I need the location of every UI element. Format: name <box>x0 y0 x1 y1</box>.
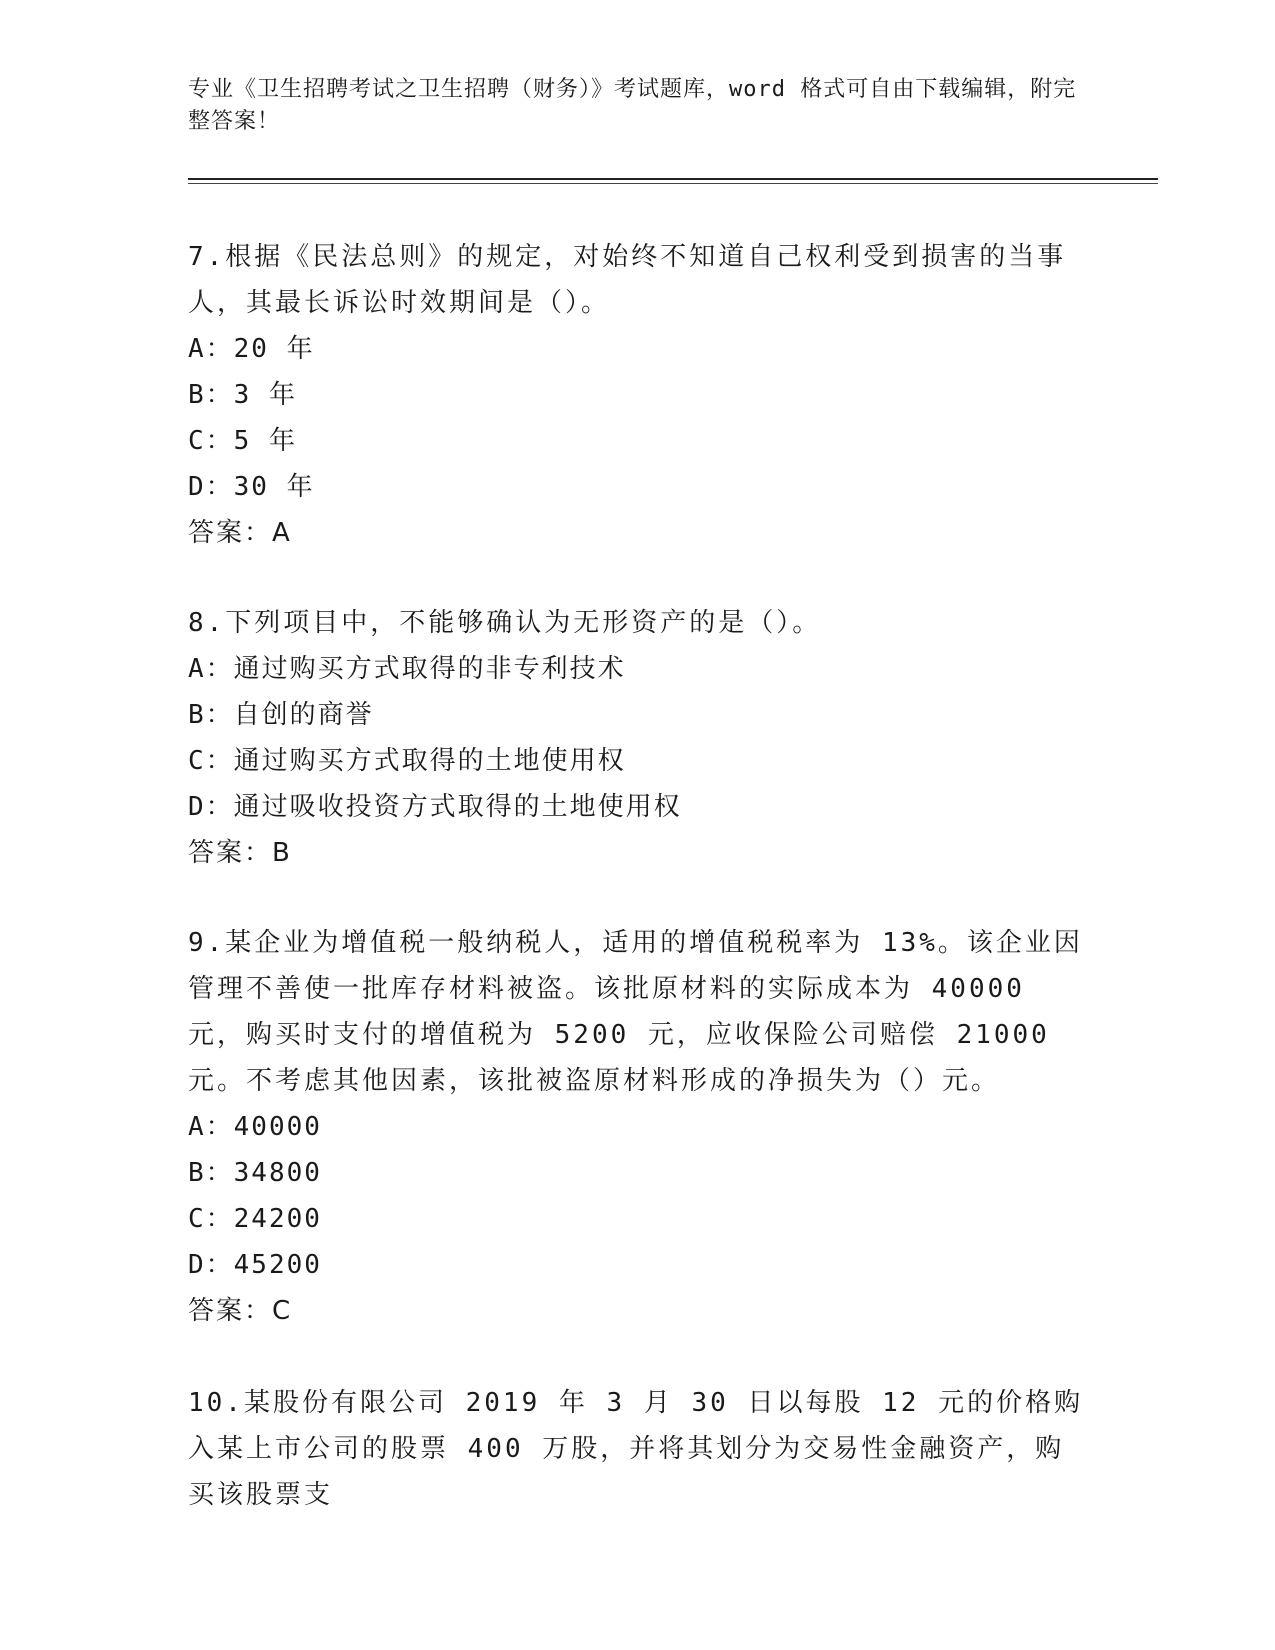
answer-line: 答案：A <box>188 518 292 548</box>
option-d: D：通过吸收投资方式取得的土地使用权 <box>188 792 682 822</box>
question-stem: 10.某股份有限公司 2019 年 3 月 30 日以每股 12 元的价格购入某上市公司的股票 400 万股，并将其划分为交易性金融资产，购买该股票支 <box>188 1388 1084 1510</box>
header-divider-thin <box>188 183 1158 184</box>
option-b: B：3 年 <box>188 380 297 410</box>
question-stem: 7.根据《民法总则》的规定，对始终不知道自己权利受到损害的当事人，其最长诉讼时效期间是（）。 <box>188 242 1067 318</box>
header-intro: 专业《卫生招聘考试之卫生招聘（财务）》考试题库，word 格式可自由下载编辑，附完整答案！ <box>188 77 1077 134</box>
answer-line: 答案：B <box>188 838 292 868</box>
option-d: D：30 年 <box>188 472 315 502</box>
answer-line: 答案：C <box>188 1296 293 1326</box>
header-divider-thick <box>188 178 1158 180</box>
question-stem: 8.下列项目中，不能够确认为无形资产的是（）。 <box>188 608 822 638</box>
option-c: C：5 年 <box>188 426 297 456</box>
option-c: C：通过购买方式取得的土地使用权 <box>188 746 626 776</box>
option-a: A：40000 <box>188 1112 322 1142</box>
option-a: A：20 年 <box>188 334 315 364</box>
option-b: B：自创的商誉 <box>188 700 374 730</box>
option-b: B：34800 <box>188 1158 322 1188</box>
option-c: C：24200 <box>188 1204 322 1234</box>
question-10 <box>188 1380 1088 1518</box>
question-9 <box>188 920 1088 1334</box>
question-7 <box>188 234 1088 556</box>
question-8 <box>188 600 1088 876</box>
option-a: A：通过购买方式取得的非专利技术 <box>188 654 626 684</box>
question-stem: 9.某企业为增值税一般纳税人，适用的增值税税率为 13%。该企业因管理不善使一批库存材料被盗。该批原材料的实际成本为 40000 元，购买时支付的增值税为 5200 元，应收保险公司赔偿 21000 元。不考虑其他因素，该批被盗原材料形成的净损失为（）元。 <box>188 928 1083 1096</box>
option-d: D：45200 <box>188 1250 322 1280</box>
